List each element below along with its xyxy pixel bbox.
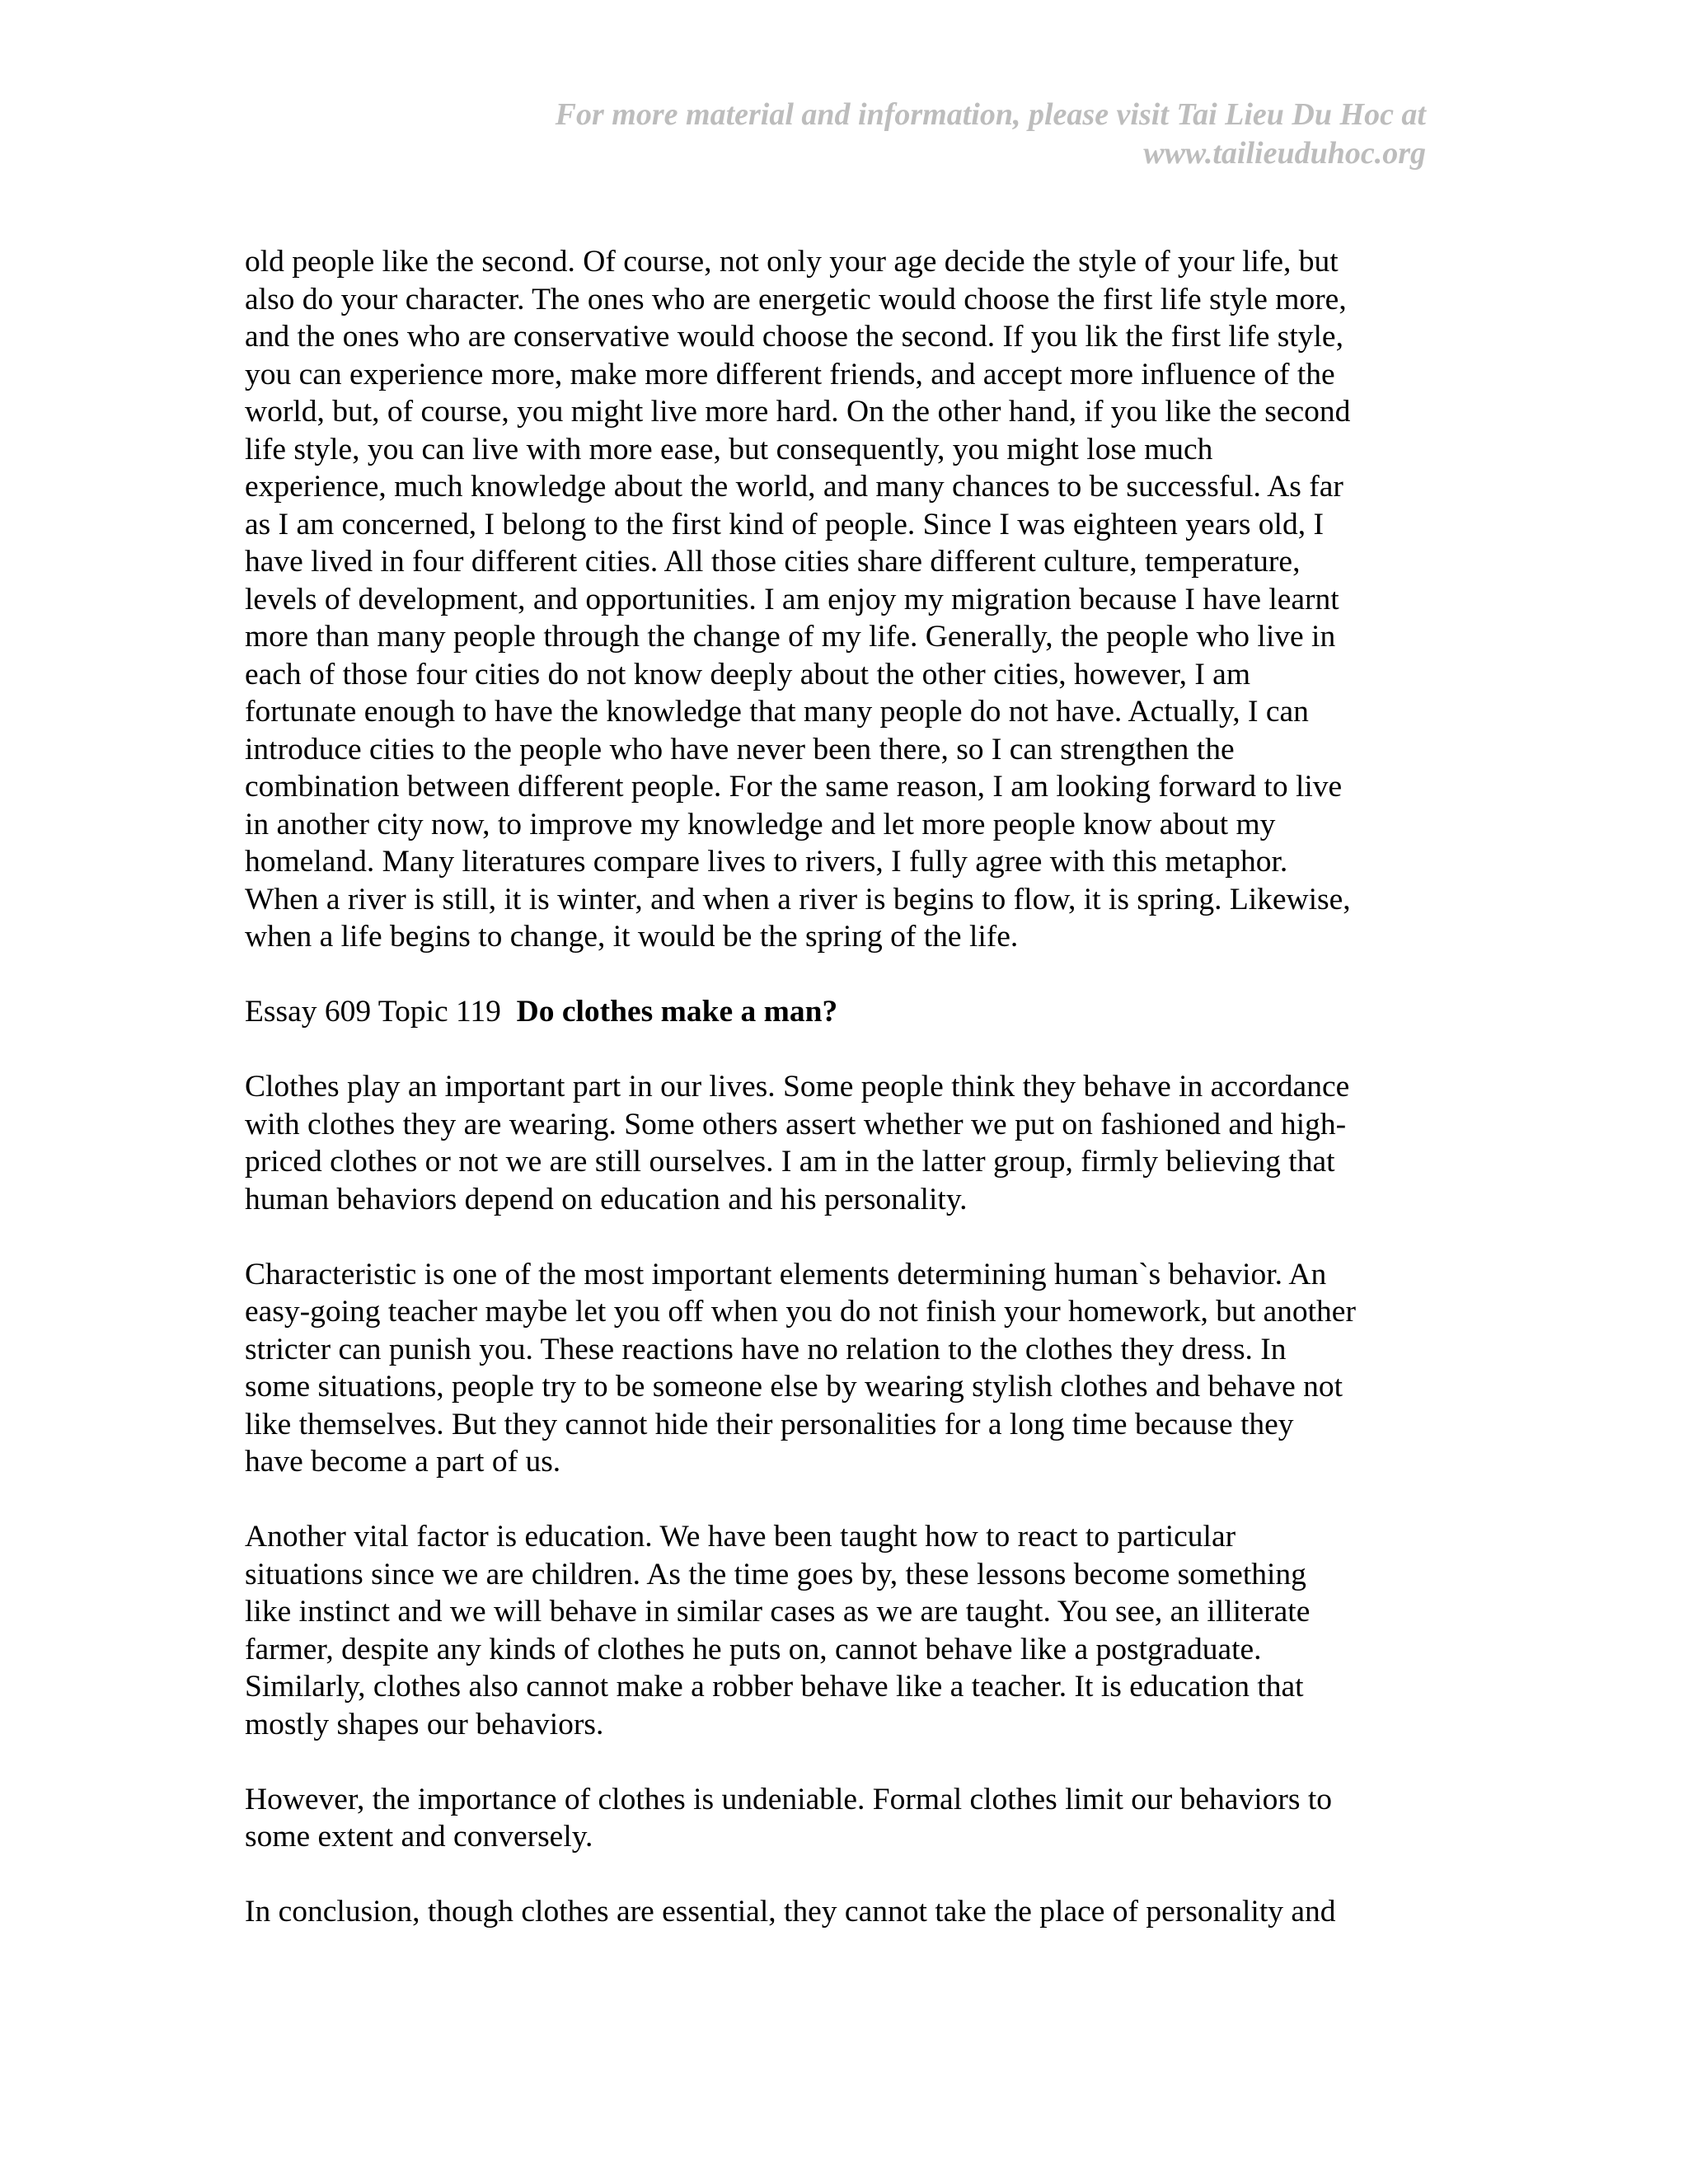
- paragraph-gap: [245, 1743, 1432, 1781]
- paragraph-gap: [245, 1031, 1432, 1069]
- header-note-line-2: www.tailieuduhoc.org: [1143, 136, 1426, 171]
- text-line: human behaviors depend on education and his personality.: [245, 1182, 968, 1216]
- text-line: priced clothes or not we are still ourselves. I am in the latter group, firmly believing that: [245, 1145, 1335, 1179]
- header-note-line-1: For more material and information, please visit Tai Lieu Du Hoc at: [555, 97, 1426, 132]
- essay-title: Do clothes make a man?: [516, 995, 838, 1029]
- text-line: and the ones who are conservative would choose the second. If you lik the first life style,: [245, 320, 1343, 354]
- text-line: stricter can punish you. These reactions have no relation to the clothes they dress. In: [245, 1332, 1287, 1366]
- text-line: easy-going teacher maybe let you off when you do not finish your homework, but another: [245, 1295, 1356, 1329]
- text-line: farmer, despite any kinds of clothes he puts on, cannot behave like a postgraduate.: [245, 1632, 1262, 1666]
- paragraph: [245, 1068, 1432, 1218]
- text-line: world, but, of course, you might live more hard. On the other hand, if you like the second: [245, 395, 1351, 429]
- paragraph-gap: [245, 1218, 1432, 1256]
- text-line: each of those four cities do not know deeply about the other cities, however, I am: [245, 657, 1250, 691]
- text-line: homeland. Many literatures compare lives to rivers, I fully agree with this metaphor.: [245, 845, 1288, 879]
- text-line: have lived in four different cities. All those cities share different culture, temperature,: [245, 545, 1301, 579]
- paragraph-gap: [245, 956, 1432, 994]
- text-line: When a river is still, it is winter, and when a river is begins to flow, it is spring. Likewise,: [245, 882, 1351, 916]
- text-line: have become a part of us.: [245, 1445, 561, 1479]
- text-line: Similarly, clothes also cannot make a robber behave like a teacher. It is education that: [245, 1670, 1304, 1704]
- text-line: also do your character. The ones who are energetic would choose the first life style more,: [245, 282, 1347, 316]
- text-line: Another vital factor is education. We have been taught how to react to particular: [245, 1520, 1236, 1554]
- text-line: combination between different people. For the same reason, I am looking forward to live: [245, 770, 1343, 804]
- text-line: some situations, people try to be someone else by wearing stylish clothes and behave not: [245, 1370, 1343, 1404]
- paragraph: [245, 1518, 1432, 1743]
- text-line: like themselves. But they cannot hide their personalities for a long time because they: [245, 1407, 1294, 1441]
- text-line: In conclusion, though clothes are essential, they cannot take the place of personality and: [245, 1895, 1336, 1929]
- paragraph-gap: [245, 1481, 1432, 1519]
- text-line: some extent and conversely.: [245, 1820, 593, 1854]
- paragraph-intro: [245, 243, 1432, 956]
- text-line: levels of development, and opportunities. I am enjoy my migration because I have learnt: [245, 582, 1339, 616]
- text-line: you can experience more, make more different friends, and accept more influence of the: [245, 357, 1335, 391]
- text-line: in another city now, to improve my knowledge and let more people know about my: [245, 807, 1276, 841]
- paragraph-gap: [245, 1856, 1432, 1894]
- text-line: experience, much knowledge about the world, and many chances to be successful. As far: [245, 470, 1343, 504]
- paragraph: [245, 1893, 1432, 1931]
- text-line: mostly shapes our behaviors.: [245, 1707, 604, 1741]
- essay-label: Essay 609 Topic 119: [245, 995, 501, 1029]
- text-line: introduce cities to the people who have never been there, so I can strengthen the: [245, 732, 1235, 766]
- text-line: life style, you can live with more ease, but consequently, you might lose much: [245, 432, 1213, 466]
- text-line: when a life begins to change, it would be the spring of the life.: [245, 920, 1019, 954]
- text-line: Clothes play an important part in our lives. Some people think they behave in accordance: [245, 1070, 1350, 1104]
- header-note: [437, 96, 1426, 173]
- text-line: more than many people through the change of my life. Generally, the people who live in: [245, 620, 1336, 654]
- text-line: old people like the second. Of course, not only your age decide the style of your life, but: [245, 245, 1339, 279]
- paragraph: [245, 1256, 1432, 1481]
- text-line: as I am concerned, I belong to the first kind of people. Since I was eighteen years old, I: [245, 507, 1324, 541]
- essay-paragraphs: [245, 1031, 1432, 1931]
- paragraph: [245, 1781, 1432, 1856]
- text-line: fortunate enough to have the knowledge that many people do not have. Actually, I can: [245, 695, 1309, 729]
- text-line: with clothes they are wearing. Some others assert whether we put on fashioned and high-: [245, 1107, 1347, 1141]
- text-line: situations since we are children. As the time goes by, these lessons become something: [245, 1557, 1306, 1591]
- text-line: like instinct and we will behave in similar cases as we are taught. You see, an illiterate: [245, 1595, 1311, 1629]
- essay-heading: [245, 993, 1432, 1031]
- text-line: Characteristic is one of the most important elements determining human`s behavior. An: [245, 1257, 1327, 1291]
- document-body: [245, 243, 1432, 1931]
- text-line: However, the importance of clothes is undeniable. Formal clothes limit our behaviors to: [245, 1782, 1333, 1816]
